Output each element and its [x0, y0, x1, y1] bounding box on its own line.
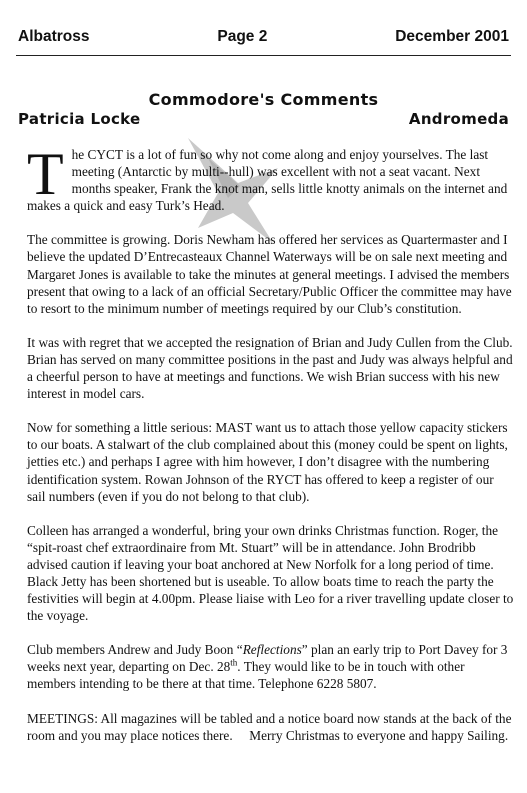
page-number: Page 2 [217, 28, 268, 45]
drop-cap: T [27, 141, 64, 207]
column-title: Commodore's Comments [148, 90, 379, 109]
paragraph-resignation: It was with regret that we accepted the resignation of Brian and Judy Cullen from the Club. Brian has served on many committee positions in the past and Judy was always helpful and a cheerful person to have at meetings and functions. We wish Brian success with his new interest in model cars. [27, 334, 513, 402]
port-davey-text-c: . They would like to be in touch with other members intending to be there at that time. Telephone 6228 5807. [27, 659, 465, 692]
header-rule [16, 55, 511, 56]
issue-date: December 2001 [395, 28, 509, 45]
paragraph-intro [27, 141, 515, 214]
boat-name-reflections: Reflections [242, 642, 302, 658]
paragraph-port-davey [27, 641, 515, 692]
page-header [18, 28, 509, 46]
author-row [18, 110, 509, 128]
article-body [27, 141, 515, 761]
paragraph-christmas: Colleen has arranged a wonderful, bring your own drinks Christmas function. Roger, the “spit-roast chef extraordinaire from Mt. Stuart” will be in attendance. John Brodribb advised caution if leaving your boat anchored at New Norfolk for a long period of time. Black Jetty has been shortened but is useable. To allow boats time to reach the party the festivities will begin at 4.00pm. Please liaise with Leo for a river travelling update closer to the voyage. [27, 522, 514, 624]
author-boat: Andromeda [408, 110, 509, 128]
intro-text: he CYCT is a lot of fun so why not come along and enjoy yourselves. The last meeting (Antarctic by multi--hull) was excellent with not a seat vacant. Next months speaker, Frank the knot man, sells little knotty animals on the internet and makes a quick and easy Turk’s Head. [27, 147, 508, 214]
port-davey-text-a: Club members Andrew and Judy Boon “ [27, 642, 243, 658]
date-superscript: th [230, 657, 238, 668]
paragraph-committee: The committee is growing. Doris Newham has offered her services as Quartermaster and I believe the updated D’Entrecasteaux Channel Waterways will be on sale next meeting and Margaret Jones is available to take the minutes at general meetings. I advised the members present that owing to a lack of an official Secretary/Public Officer the committee may have to resort to the minimum number of meetings required by our Club’s constitution. [27, 232, 512, 316]
author-name: Patricia Locke [18, 110, 141, 128]
newsletter-name: Albatross [18, 28, 90, 45]
paragraph-meetings: MEETINGS: All magazines will be tabled and a notice board now stands at the back of the room and you may place notices there. Merry Christmas to everyone and happy Sailing. [27, 710, 515, 743]
port-davey-text-b: ” plan an early trip to Port Davey for 3 weeks next year, departing on Dec. 28 [27, 642, 508, 675]
paragraph-mast: Now for something a little serious: MAST want us to attach those yellow capacity stickers to our boats. A stalwart of the club complained about this (money could be spent on lights, jetties etc.) and perhaps I agree with him however, I don’t disagree with the numbering identification system. Rowan Johnson of the RYCT has offered to keep a register of our sail numbers (even if you do not belong to that club). [27, 420, 508, 504]
